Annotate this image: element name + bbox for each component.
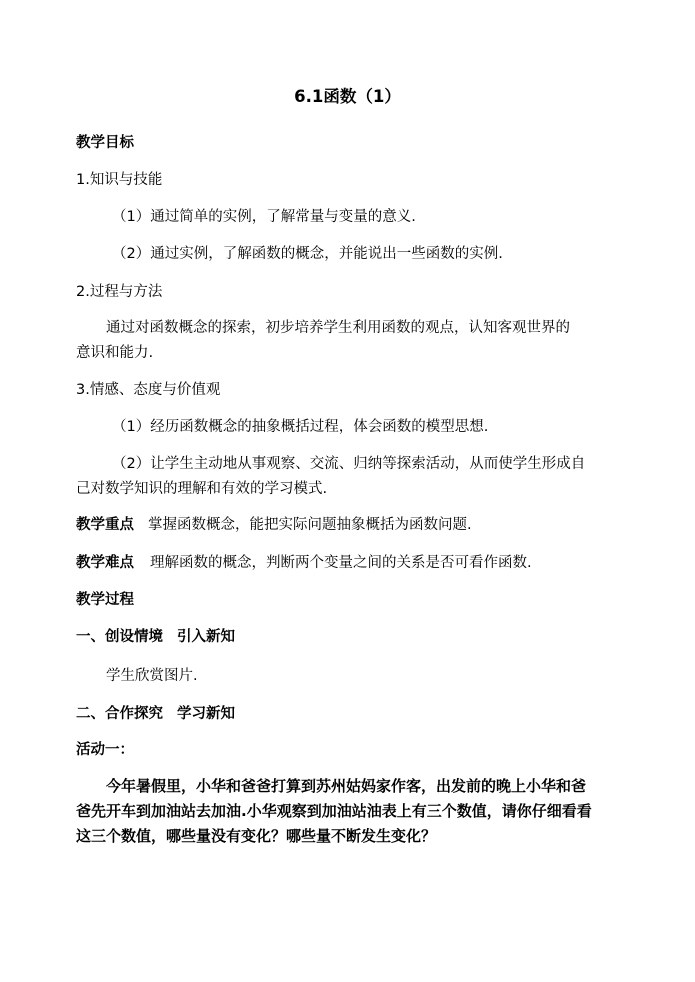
activity-line2: 爸先开车到加油站去加油.小华观察到加油站油表上有三个数值，请你仔细看看 <box>76 802 592 820</box>
process-heading: 教学过程 <box>76 592 134 608</box>
part1-heading <box>76 627 235 647</box>
objectives-heading: 教学目标 <box>76 135 134 151</box>
difficulty-text: 理解函数的概念，判断两个变量之间的关系是否可看作函数. <box>150 555 532 571</box>
part1-heading-b: 引入新知 <box>177 629 235 645</box>
difficulty-row <box>76 553 532 573</box>
difficulty-label: 教学难点 <box>76 555 134 571</box>
section1-item2: （2）通过实例，了解函数的概念，并能说出一些函数的实例. <box>112 246 503 262</box>
section2-para-line1: 通过对函数概念的探索，初步培养学生利用函数的观点，认知客观世界的 <box>106 320 570 336</box>
section3-heading: 3.情感、态度与价值观 <box>76 382 221 398</box>
section2-heading: 2.过程与方法 <box>76 284 163 300</box>
section1-item1: （1）通过简单的实例，了解常量与变量的意义. <box>112 209 416 225</box>
section3-item2-line1: （2）让学生主动地从事观察、交流、归纳等探索活动，从而使学生形成自 <box>112 456 586 472</box>
key-point-row <box>76 515 472 535</box>
part2-heading-a: 二、合作探究 <box>76 706 163 722</box>
page-title: 6.1函数（1） <box>294 87 401 106</box>
key-point-text: 掌握函数概念，能把实际问题抽象概括为函数问题. <box>148 517 472 533</box>
activity-line3: 这三个数值，哪些量没有变化？哪些量不断发生变化？ <box>76 827 437 845</box>
section3-item2-line2: 己对数学知识的理解和有效的学习模式. <box>76 481 328 497</box>
activity-line1: 今年暑假里，小华和爸爸打算到苏州姑妈家作客，出发前的晚上小华和爸 <box>106 777 587 795</box>
part1-text: 学生欣赏图片. <box>106 668 198 684</box>
part2-heading-b: 学习新知 <box>177 706 235 722</box>
section3-item1: （1）经历函数概念的抽象概括过程，体会函数的模型思想. <box>112 419 489 435</box>
part2-heading <box>76 704 235 724</box>
activity1-heading: 活动一： <box>76 742 134 758</box>
section2-para-line2: 意识和能力. <box>76 345 154 361</box>
part1-heading-a: 一、创设情境 <box>76 629 163 645</box>
section1-heading: 1.知识与技能 <box>76 172 163 188</box>
key-point-label: 教学重点 <box>76 517 134 533</box>
